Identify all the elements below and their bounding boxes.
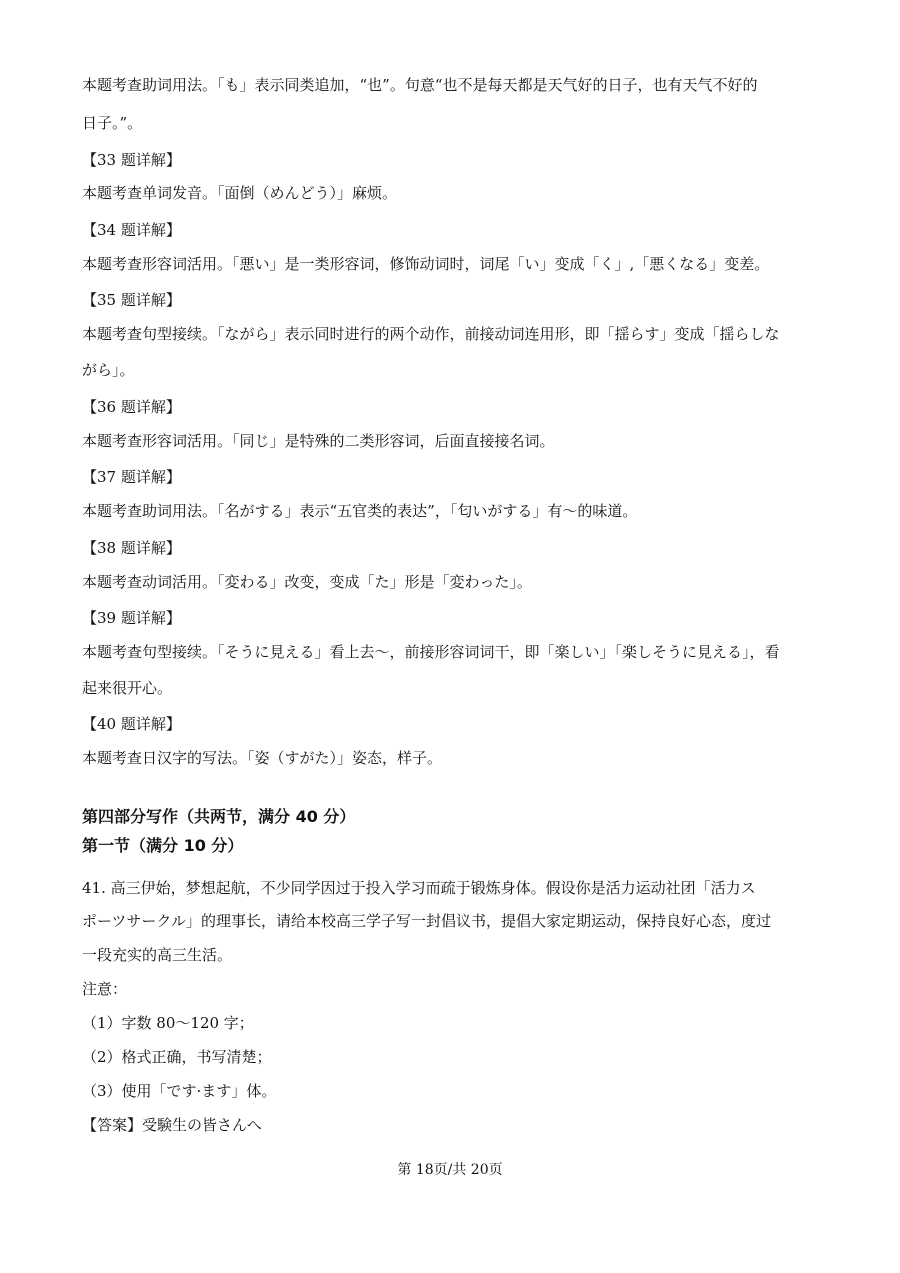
text-line: 本题考查助词用法。「も」表示同类追加，“也”。句意“也不是每天都是天气好的日子，也有天气不好的 bbox=[82, 76, 758, 94]
text-line: （3）使用「です·ます」体。 bbox=[82, 1082, 277, 1100]
text-line: （2）格式正确，书写清楚； bbox=[82, 1048, 272, 1066]
text-line: 【37 题详解】 bbox=[82, 468, 181, 486]
text-line: （1）字数 80～120 字； bbox=[82, 1014, 254, 1032]
text-line: 起来很开心。 bbox=[82, 679, 173, 697]
text-line: 【33 题详解】 bbox=[82, 151, 181, 169]
text-line: 本题考查句型接续。「ながら」表示同时进行的两个动作，前接动词连用形，即「揺らす」变成「揺らしな bbox=[82, 325, 780, 343]
page-footer: 第 18页/共 20页 bbox=[397, 1162, 503, 1178]
text-line: がら」。 bbox=[82, 361, 135, 379]
text-line: 41. 高三伊始，梦想起航，不少同学因过于投入学习而疏于锻炼身体。假设你是活力运动社团「活力ス bbox=[82, 879, 756, 897]
section-heading: 第一节（满分 10 分） bbox=[82, 836, 244, 855]
text-line: ポーツサークル」的理事长，请给本校高三学子写一封倡议书，提倡大家定期运动，保持良好心态，度过 bbox=[82, 912, 771, 930]
text-line: 【38 题详解】 bbox=[82, 539, 181, 557]
text-line: 本题考查形容词活用。「悪い」是一类形容词，修饰动词时，词尾「い」变成「く」,「悪くなる」变差。 bbox=[82, 255, 770, 273]
text-line: 本题考查动词活用。「変わる」改变，变成「た」形是「変わった」。 bbox=[82, 573, 532, 591]
text-line: 本题考查形容词活用。「同じ」是特殊的二类形容词，后面直接接名词。 bbox=[82, 432, 555, 450]
text-line: 本题考查日汉字的写法。「姿（すがた）」姿态，样子。 bbox=[82, 749, 443, 767]
text-line: 一段充实的高三生活。 bbox=[82, 946, 233, 964]
text-line: 【35 题详解】 bbox=[82, 291, 181, 309]
text-line: 本题考查助词用法。「名がする」表示“五官类的表达”，「匂いがする」有～的味道。 bbox=[82, 502, 638, 520]
text-line: 本题考查句型接续。「そうに見える」看上去～，前接形容词词干，即「楽しい」「楽しそうに見える」，看 bbox=[82, 643, 780, 661]
text-line: 本题考查单词发音。「面倒（めんどう）」麻烦。 bbox=[82, 184, 398, 202]
text-line: 日子。”。 bbox=[82, 114, 143, 132]
text-line: 【40 题详解】 bbox=[82, 715, 181, 733]
text-line: 【答案】受験生の皆さんへ bbox=[82, 1116, 262, 1134]
text-line: 注意： bbox=[82, 980, 128, 998]
section-heading: 第四部分写作（共两节，满分 40 分） bbox=[82, 807, 356, 826]
text-line: 【34 题详解】 bbox=[82, 221, 181, 239]
text-line: 【39 题详解】 bbox=[82, 609, 181, 627]
text-line: 【36 题详解】 bbox=[82, 398, 181, 416]
